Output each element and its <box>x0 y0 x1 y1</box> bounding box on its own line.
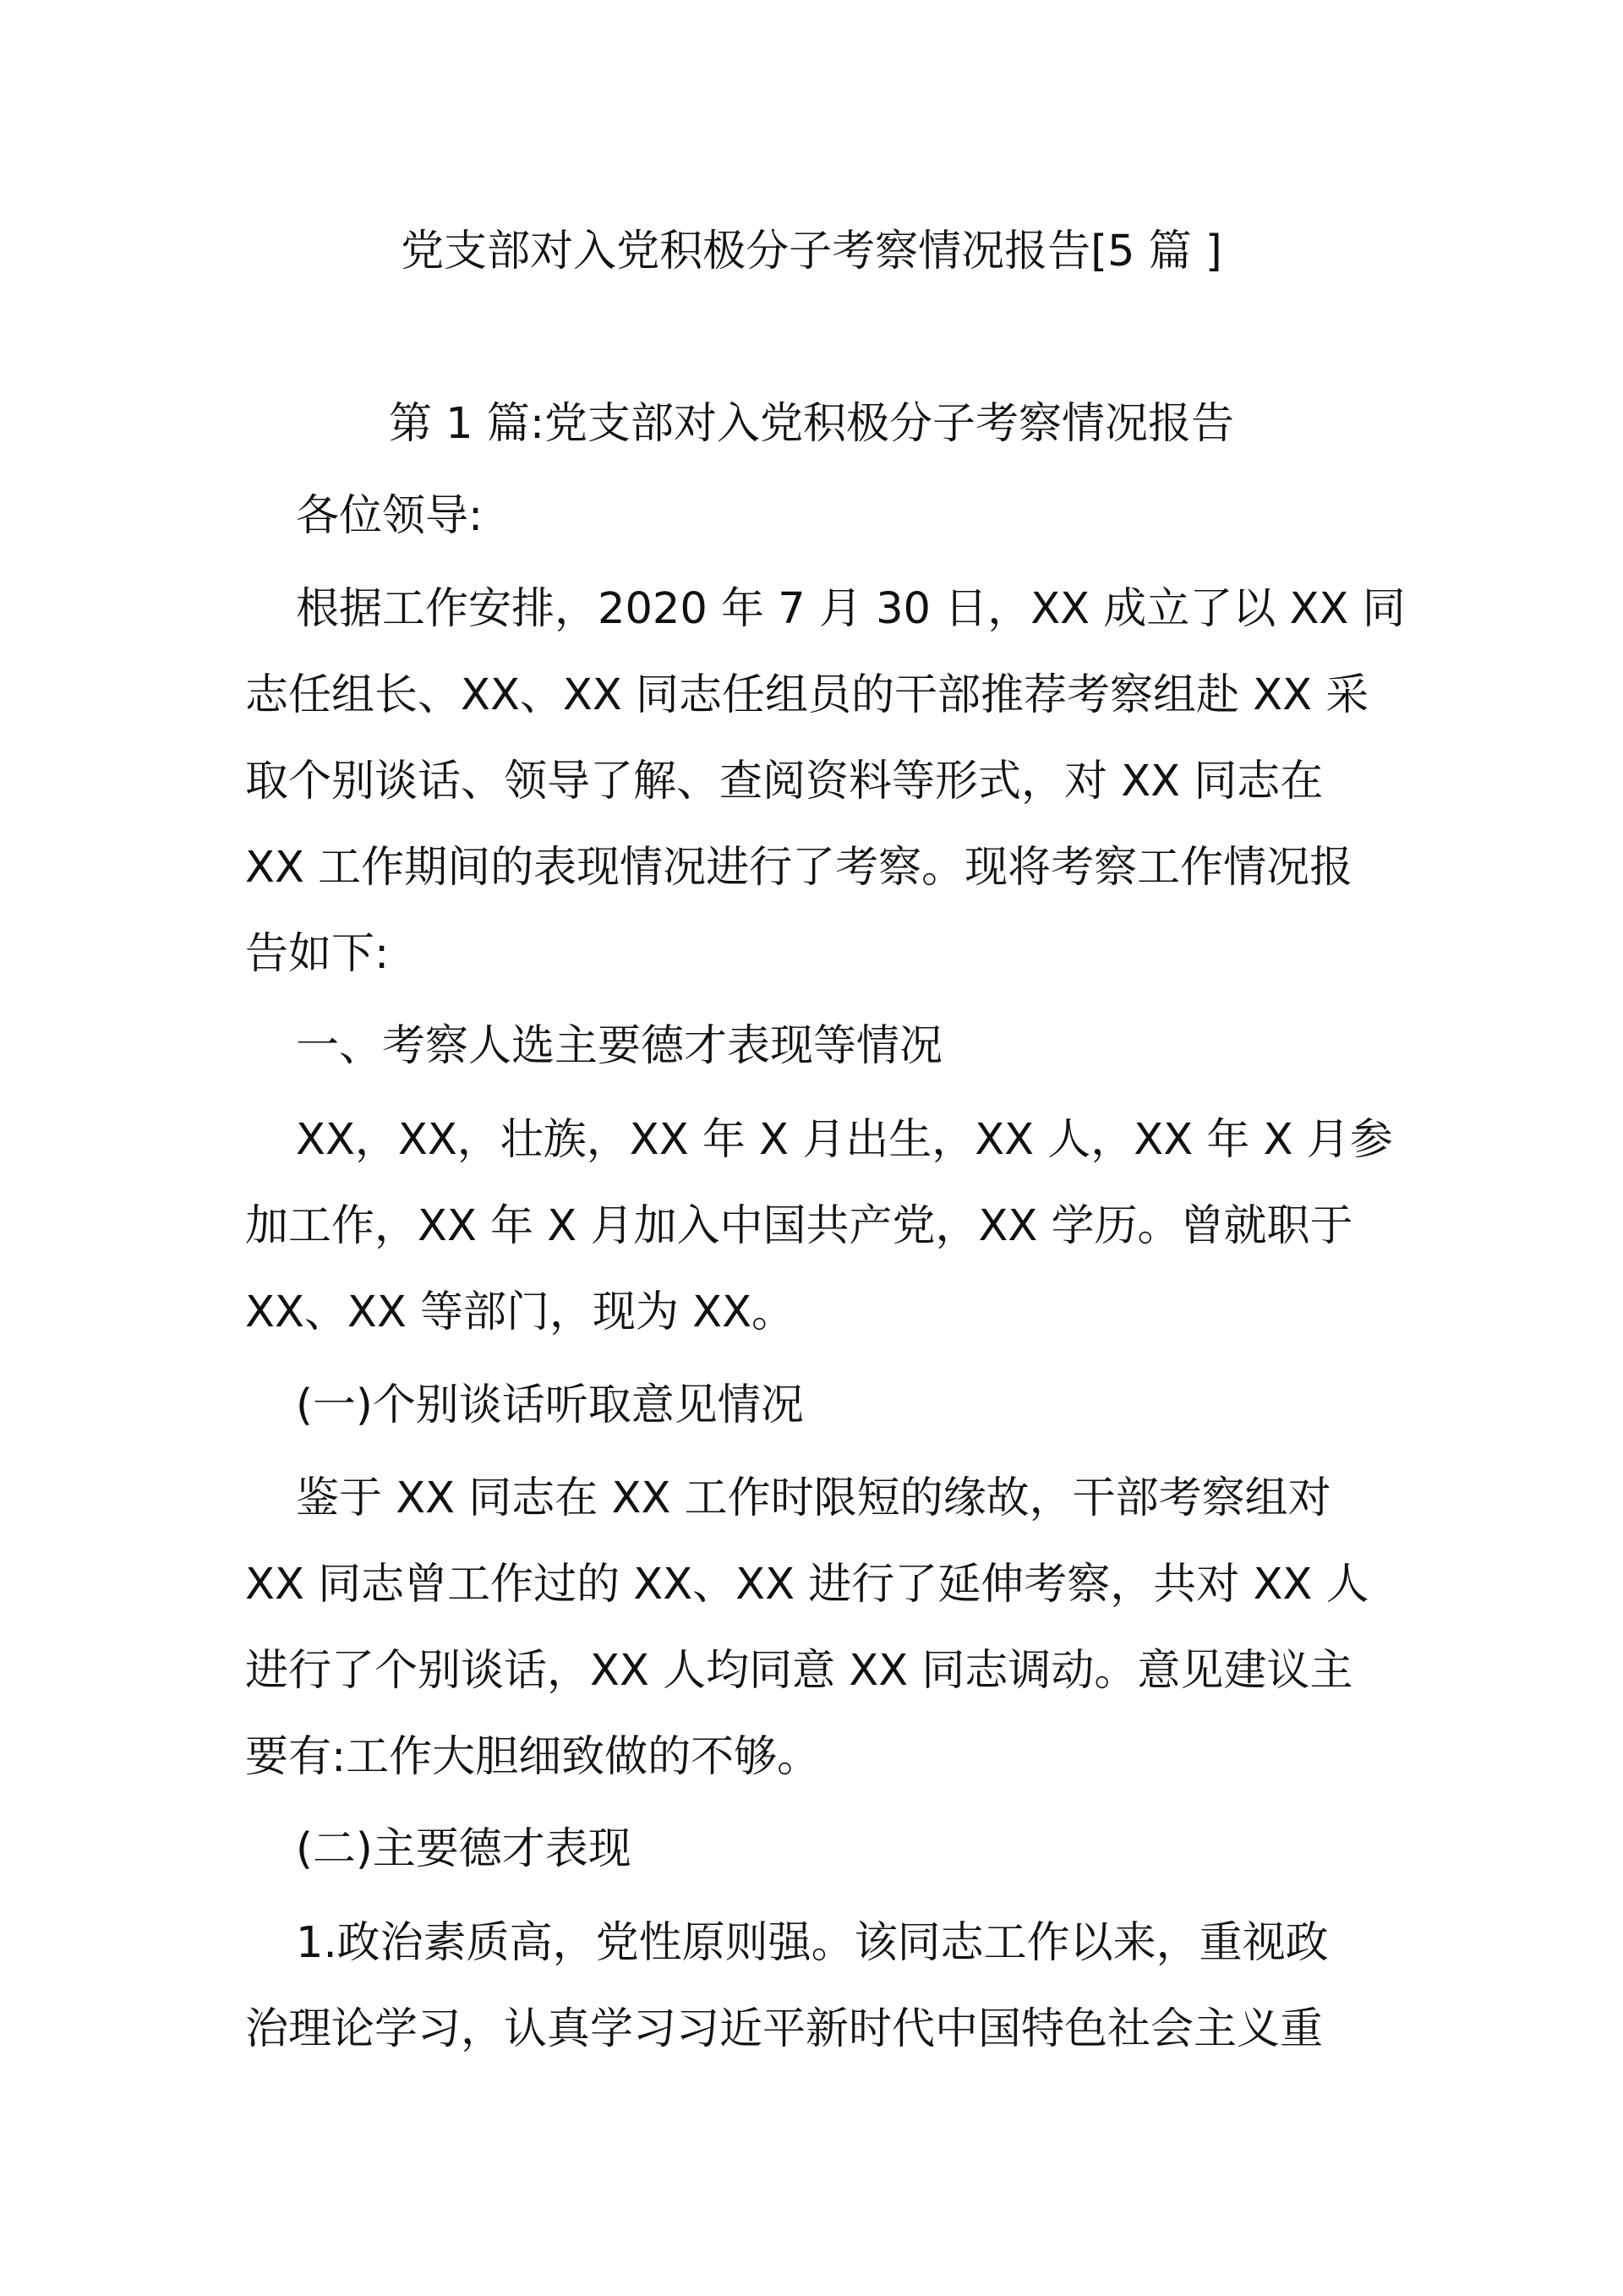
paragraph-line: 取个别谈话、领导了解、查阅资料等形式，对 XX 同志在 <box>245 757 1324 806</box>
paragraph-line: 加工作，XX 年 X 月加入中国共产党，XX 学历。曾就职于 <box>245 1201 1353 1251</box>
paragraph-line: 治理论学习，认真学习习近平新时代中国特色社会主义重 <box>245 2004 1324 2054</box>
paragraph-line: XX 工作期间的表现情况进行了考察。现将考察工作情况报 <box>245 843 1353 893</box>
paragraph-line: 1.政治素质高，党性原则强。该同志工作以来，重视政 <box>296 1918 1329 1968</box>
paragraph-line: 要有:工作大胆细致做的不够。 <box>245 1732 821 1782</box>
section-title: 第 1 篇:党支部对入党积极分子考察情况报告 <box>388 399 1235 449</box>
paragraph-line: XX 同志曾工作过的 XX、XX 进行了延伸考察，共对 XX 人 <box>245 1560 1369 1610</box>
paragraph-line: 进行了个别谈话，XX 人均同意 XX 同志调动。意见建议主 <box>245 1646 1353 1696</box>
paragraph-line: 根据工作安排，2020 年 7 月 30 日，XX 成立了以 XX 同 <box>296 584 1406 634</box>
salutation: 各位领导: <box>296 491 484 541</box>
paragraph-line: 志任组长、XX、XX 同志任组员的干部推荐考察组赴 XX 采 <box>245 670 1369 720</box>
heading-one: 一、考察人选主要德才表现等情况 <box>296 1021 943 1071</box>
subheading-one: (一)个别谈话听取意见情况 <box>296 1380 804 1430</box>
paragraph-line: 告如下: <box>245 929 390 979</box>
paragraph-line: XX、XX 等部门，现为 XX。 <box>245 1287 795 1337</box>
document-title: 党支部对入党积极分子考察情况报告[5 篇 ] <box>401 227 1222 276</box>
paragraph-line: 鉴于 XX 同志在 XX 工作时限短的缘故，干部考察组对 <box>296 1473 1331 1523</box>
subheading-two: (二)主要德才表现 <box>296 1824 631 1874</box>
paragraph-line: XX，XX，壮族，XX 年 X 月出生，XX 人，XX 年 X 月参 <box>296 1115 1393 1165</box>
